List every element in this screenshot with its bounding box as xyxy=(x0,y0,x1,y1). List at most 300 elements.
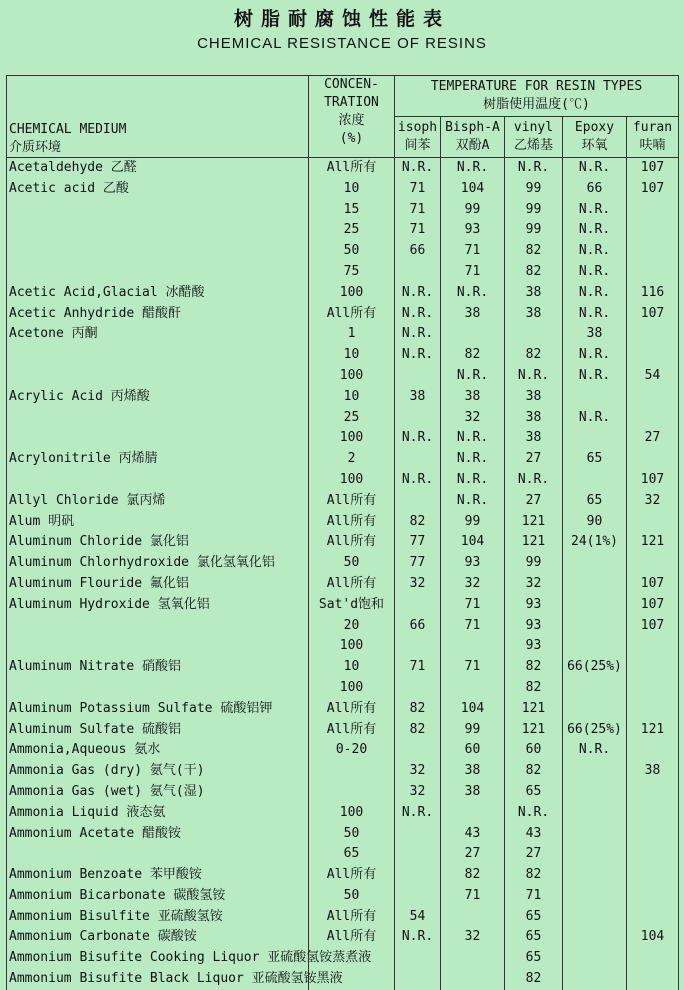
cell-epoxy xyxy=(563,907,627,928)
cell-isoph xyxy=(395,678,441,699)
cell-isoph: N.R. xyxy=(395,803,441,824)
cell-epoxy xyxy=(563,387,627,408)
cell-isoph xyxy=(395,886,441,907)
cell-bisph: 32 xyxy=(441,408,505,429)
cell-furan xyxy=(627,241,679,262)
cell-furan: 121 xyxy=(627,720,679,741)
cell-medium: Acetic Acid,Glacial 冰醋酸 xyxy=(7,283,309,304)
cell-epoxy xyxy=(563,699,627,720)
cell-epoxy xyxy=(563,969,627,990)
cell-bisph: 60 xyxy=(441,740,505,761)
cell-bisph xyxy=(441,948,505,969)
cell-bisph: 38 xyxy=(441,387,505,408)
type-cn: 乙烯基 xyxy=(513,138,553,153)
cell-vinyl: 93 xyxy=(505,616,563,637)
cell-bisph: 93 xyxy=(441,553,505,574)
cell-conc: 25 xyxy=(309,408,395,429)
cell-epoxy: 65 xyxy=(563,491,627,512)
cell-vinyl: 38 xyxy=(505,408,563,429)
header-type-vinyl xyxy=(505,117,563,158)
cell-isoph: 32 xyxy=(395,574,441,595)
cell-bisph: 27 xyxy=(441,844,505,865)
cell-isoph: 66 xyxy=(395,616,441,637)
cell-furan: 107 xyxy=(627,616,679,637)
cell-medium: Acrylic Acid 丙烯酸 xyxy=(7,387,309,408)
cell-bisph: 71 xyxy=(441,616,505,637)
cell-bisph xyxy=(441,324,505,345)
cell-conc: 1 xyxy=(309,324,395,345)
table-row xyxy=(7,636,679,657)
cell-furan: 107 xyxy=(627,574,679,595)
cell-isoph xyxy=(395,824,441,845)
cell-isoph: N.R. xyxy=(395,428,441,449)
cell-bisph: 38 xyxy=(441,761,505,782)
cell-isoph xyxy=(395,636,441,657)
cell-conc: 50 xyxy=(309,241,395,262)
table-row xyxy=(7,283,679,304)
cell-vinyl: 121 xyxy=(505,512,563,533)
cell-medium: Aluminum Potassium Sulfate 硫酸铝钾 xyxy=(7,699,309,720)
cell-bisph: N.R. xyxy=(441,470,505,491)
cell-furan xyxy=(627,262,679,283)
cell-vinyl: 27 xyxy=(505,449,563,470)
cell-bisph: 93 xyxy=(441,220,505,241)
cell-conc: 25 xyxy=(309,220,395,241)
cell-epoxy: 66(25%) xyxy=(563,657,627,678)
cell-conc: All所有 xyxy=(309,720,395,741)
table-row xyxy=(7,699,679,720)
cell-isoph: N.R. xyxy=(395,470,441,491)
cell-furan: 104 xyxy=(627,927,679,948)
table-row xyxy=(7,366,679,387)
cell-medium: Ammonia Liquid 液态氨 xyxy=(7,803,309,824)
cell-medium: Acetic Anhydride 醋酸酐 xyxy=(7,304,309,325)
cell-isoph: 82 xyxy=(395,699,441,720)
cell-isoph xyxy=(395,366,441,387)
cell-conc: All所有 xyxy=(309,491,395,512)
cell-epoxy xyxy=(563,886,627,907)
cell-medium: Aluminum Sulfate 硫酸铝 xyxy=(7,720,309,741)
table-row xyxy=(7,740,679,761)
cell-medium xyxy=(7,262,309,283)
cell-furan: 27 xyxy=(627,428,679,449)
cell-furan xyxy=(627,324,679,345)
table-row xyxy=(7,616,679,637)
cell-conc: 100 xyxy=(309,470,395,491)
cell-isoph xyxy=(395,969,441,990)
cell-vinyl: 43 xyxy=(505,824,563,845)
cell-isoph: N.R. xyxy=(395,345,441,366)
cell-isoph: 77 xyxy=(395,553,441,574)
cell-vinyl: N.R. xyxy=(505,803,563,824)
cell-vinyl: 82 xyxy=(505,657,563,678)
cell-furan xyxy=(627,824,679,845)
table-row xyxy=(7,657,679,678)
table-row xyxy=(7,304,679,325)
cell-epoxy: 66(25%) xyxy=(563,720,627,741)
cell-medium xyxy=(7,241,309,262)
cell-furan xyxy=(627,408,679,429)
cell-epoxy xyxy=(563,678,627,699)
cell-conc: All所有 xyxy=(309,574,395,595)
cell-epoxy xyxy=(563,927,627,948)
header-medium xyxy=(7,76,309,158)
cell-epoxy: 66 xyxy=(563,179,627,200)
cell-bisph: 104 xyxy=(441,179,505,200)
cell-isoph xyxy=(395,491,441,512)
type-en: vinyl xyxy=(513,120,554,135)
cell-conc: 20 xyxy=(309,616,395,637)
cell-vinyl: 65 xyxy=(505,782,563,803)
header-type-bisph xyxy=(441,117,505,158)
cell-vinyl: 65 xyxy=(505,927,563,948)
cell-vinyl: 99 xyxy=(505,179,563,200)
cell-conc: 10 xyxy=(309,345,395,366)
cell-bisph: N.R. xyxy=(441,428,505,449)
cell-epoxy xyxy=(563,470,627,491)
table-row xyxy=(7,844,679,865)
cell-furan xyxy=(627,969,679,990)
type-en: isoph xyxy=(397,120,438,135)
cell-medium: Aluminum Chlorhydroxide 氯化氢氧化铝 xyxy=(7,553,309,574)
cell-conc: 50 xyxy=(309,886,395,907)
cell-vinyl: 27 xyxy=(505,844,563,865)
cell-medium: Aluminum Nitrate 硝酸铝 xyxy=(7,657,309,678)
cell-medium: Ammonium Bisufite Cooking Liquor 亚硫酸氢铵蒸煮液 xyxy=(7,948,309,969)
cell-isoph: N.R. xyxy=(395,283,441,304)
cell-medium xyxy=(7,200,309,221)
table-row xyxy=(7,907,679,928)
cell-conc: All所有 xyxy=(309,699,395,720)
cell-medium: Ammonium Benzoate 苯甲酸铵 xyxy=(7,865,309,886)
cell-conc: 100 xyxy=(309,428,395,449)
cell-bisph: 71 xyxy=(441,241,505,262)
header-conc-line2: TRATION xyxy=(324,95,379,110)
cell-bisph: 38 xyxy=(441,782,505,803)
type-cn: 间苯 xyxy=(404,138,431,153)
cell-vinyl: 82 xyxy=(505,262,563,283)
type-en: Bisph-A xyxy=(445,120,500,135)
header-temp-cn: 树脂使用温度(℃) xyxy=(483,97,590,112)
cell-medium: Acetone 丙酮 xyxy=(7,324,309,345)
table-row xyxy=(7,865,679,886)
cell-bisph: 104 xyxy=(441,532,505,553)
cell-conc: All所有 xyxy=(309,927,395,948)
cell-medium: Ammonium Acetate 醋酸铵 xyxy=(7,824,309,845)
cell-furan xyxy=(627,636,679,657)
cell-conc xyxy=(309,761,395,782)
cell-vinyl: 38 xyxy=(505,283,563,304)
cell-furan xyxy=(627,345,679,366)
cell-isoph xyxy=(395,595,441,616)
header-medium-en: CHEMICAL MEDIUM xyxy=(9,122,127,137)
table-row xyxy=(7,782,679,803)
cell-conc: 100 xyxy=(309,803,395,824)
header-temperature xyxy=(395,76,679,117)
cell-isoph: 32 xyxy=(395,761,441,782)
header-type-furan xyxy=(627,117,679,158)
table-row xyxy=(7,428,679,449)
cell-medium: Ammonia Gas (dry) 氨气(干) xyxy=(7,761,309,782)
cell-isoph: N.R. xyxy=(395,324,441,345)
cell-conc: All所有 xyxy=(309,865,395,886)
cell-isoph: 71 xyxy=(395,220,441,241)
resistance-table xyxy=(6,75,679,990)
cell-conc: 100 xyxy=(309,366,395,387)
cell-medium xyxy=(7,678,309,699)
cell-conc: 15 xyxy=(309,200,395,221)
cell-vinyl: 82 xyxy=(505,345,563,366)
cell-epoxy: N.R. xyxy=(563,304,627,325)
cell-conc: 75 xyxy=(309,262,395,283)
cell-furan xyxy=(627,678,679,699)
cell-medium: Ammonium Carbonate 碳酸铵 xyxy=(7,927,309,948)
cell-isoph xyxy=(395,740,441,761)
cell-medium: Ammonium Bicarbonate 碳酸氢铵 xyxy=(7,886,309,907)
cell-medium xyxy=(7,844,309,865)
table-row xyxy=(7,803,679,824)
cell-vinyl: 27 xyxy=(505,491,563,512)
cell-bisph: 71 xyxy=(441,262,505,283)
cell-epoxy: N.R. xyxy=(563,345,627,366)
table-row xyxy=(7,927,679,948)
cell-bisph xyxy=(441,969,505,990)
cell-epoxy xyxy=(563,428,627,449)
cell-conc: Sat'd饱和 xyxy=(309,595,395,616)
cell-bisph: 82 xyxy=(441,865,505,886)
cell-medium: Aluminum Hydroxide 氢氧化铝 xyxy=(7,595,309,616)
cell-furan xyxy=(627,449,679,470)
cell-vinyl: 121 xyxy=(505,532,563,553)
cell-isoph: N.R. xyxy=(395,158,441,179)
table-row xyxy=(7,262,679,283)
cell-conc: 100 xyxy=(309,636,395,657)
cell-epoxy: N.R. xyxy=(563,740,627,761)
cell-vinyl: N.R. xyxy=(505,366,563,387)
cell-vinyl: 99 xyxy=(505,200,563,221)
cell-bisph: 99 xyxy=(441,720,505,741)
cell-isoph xyxy=(395,948,441,969)
page-title-en: CHEMICAL RESISTANCE OF RESINS xyxy=(197,35,487,52)
cell-furan: 107 xyxy=(627,179,679,200)
cell-epoxy: 90 xyxy=(563,512,627,533)
cell-medium: Alum 明矾 xyxy=(7,512,309,533)
cell-vinyl: 99 xyxy=(505,220,563,241)
cell-vinyl: 121 xyxy=(505,720,563,741)
table-row xyxy=(7,387,679,408)
cell-bisph: 99 xyxy=(441,512,505,533)
cell-isoph: 77 xyxy=(395,532,441,553)
cell-bisph: 82 xyxy=(441,345,505,366)
cell-vinyl: 60 xyxy=(505,740,563,761)
table-row xyxy=(7,678,679,699)
cell-epoxy: 38 xyxy=(563,324,627,345)
cell-conc: 10 xyxy=(309,387,395,408)
cell-furan xyxy=(627,948,679,969)
cell-medium xyxy=(7,408,309,429)
cell-isoph: N.R. xyxy=(395,927,441,948)
cell-furan xyxy=(627,220,679,241)
cell-conc: 65 xyxy=(309,844,395,865)
table-row xyxy=(7,491,679,512)
cell-vinyl: 82 xyxy=(505,969,563,990)
cell-epoxy xyxy=(563,844,627,865)
cell-bisph: 71 xyxy=(441,886,505,907)
table-row xyxy=(7,470,679,491)
table-row xyxy=(7,241,679,262)
cell-epoxy: N.R. xyxy=(563,241,627,262)
table-row xyxy=(7,345,679,366)
table-row xyxy=(7,324,679,345)
cell-furan: 121 xyxy=(627,532,679,553)
table-row xyxy=(7,595,679,616)
cell-isoph xyxy=(395,262,441,283)
cell-epoxy xyxy=(563,616,627,637)
cell-vinyl: 71 xyxy=(505,886,563,907)
cell-furan xyxy=(627,553,679,574)
cell-vinyl: 121 xyxy=(505,699,563,720)
cell-epoxy: N.R. xyxy=(563,408,627,429)
cell-isoph: 71 xyxy=(395,200,441,221)
cell-furan xyxy=(627,200,679,221)
cell-conc: All所有 xyxy=(309,512,395,533)
cell-furan xyxy=(627,907,679,928)
cell-medium: Acetaldehyde 乙醛 xyxy=(7,158,309,179)
cell-conc: All所有 xyxy=(309,304,395,325)
cell-bisph xyxy=(441,636,505,657)
cell-epoxy xyxy=(563,761,627,782)
cell-vinyl: N.R. xyxy=(505,158,563,179)
table-row xyxy=(7,969,679,990)
table-row xyxy=(7,512,679,533)
type-en: Epoxy xyxy=(574,120,615,135)
cell-isoph xyxy=(395,408,441,429)
cell-isoph: 71 xyxy=(395,657,441,678)
header-conc-line1: CONCEN- xyxy=(324,77,379,92)
cell-furan xyxy=(627,699,679,720)
cell-isoph: 32 xyxy=(395,782,441,803)
cell-conc: 50 xyxy=(309,824,395,845)
header-medium-cn: 介质环境 xyxy=(9,140,62,155)
cell-furan: 116 xyxy=(627,283,679,304)
cell-epoxy xyxy=(563,595,627,616)
cell-bisph: 43 xyxy=(441,824,505,845)
cell-furan xyxy=(627,387,679,408)
cell-medium xyxy=(7,428,309,449)
cell-epoxy: N.R. xyxy=(563,158,627,179)
cell-bisph: 32 xyxy=(441,574,505,595)
cell-vinyl: 93 xyxy=(505,595,563,616)
cell-furan xyxy=(627,865,679,886)
cell-bisph: N.R. xyxy=(441,366,505,387)
cell-furan xyxy=(627,740,679,761)
type-cn: 环氧 xyxy=(581,138,608,153)
cell-epoxy: 65 xyxy=(563,449,627,470)
cell-furan: 107 xyxy=(627,158,679,179)
cell-bisph xyxy=(441,803,505,824)
header-type-epoxy xyxy=(563,117,627,158)
cell-isoph: 66 xyxy=(395,241,441,262)
type-en: furan xyxy=(632,120,673,135)
cell-isoph xyxy=(395,844,441,865)
cell-bisph xyxy=(441,907,505,928)
cell-conc: All所有 xyxy=(309,907,395,928)
cell-conc: 50 xyxy=(309,553,395,574)
cell-furan xyxy=(627,512,679,533)
cell-epoxy xyxy=(563,803,627,824)
cell-medium: Acrylonitrile 丙烯腈 xyxy=(7,449,309,470)
table-row xyxy=(7,553,679,574)
cell-epoxy: N.R. xyxy=(563,220,627,241)
table-row xyxy=(7,886,679,907)
type-cn: 双酚A xyxy=(455,138,490,153)
cell-vinyl: N.R. xyxy=(505,470,563,491)
cell-bisph: 104 xyxy=(441,699,505,720)
cell-vinyl: 38 xyxy=(505,387,563,408)
cell-bisph: N.R. xyxy=(441,283,505,304)
cell-isoph: 54 xyxy=(395,907,441,928)
cell-furan: 38 xyxy=(627,761,679,782)
header-conc-cn: 浓度 xyxy=(338,113,365,128)
cell-furan xyxy=(627,886,679,907)
cell-vinyl: 38 xyxy=(505,428,563,449)
cell-isoph: 71 xyxy=(395,179,441,200)
cell-vinyl: 93 xyxy=(505,636,563,657)
cell-epoxy xyxy=(563,574,627,595)
cell-furan: 107 xyxy=(627,304,679,325)
cell-bisph: 99 xyxy=(441,200,505,221)
cell-furan xyxy=(627,844,679,865)
cell-furan xyxy=(627,803,679,824)
cell-epoxy xyxy=(563,824,627,845)
cell-medium: Ammonium Bisulfite 亚硫酸氢铵 xyxy=(7,907,309,928)
cell-furan xyxy=(627,657,679,678)
cell-bisph: 38 xyxy=(441,304,505,325)
cell-bisph xyxy=(441,678,505,699)
cell-medium: Ammonia Gas (wet) 氨气(湿) xyxy=(7,782,309,803)
cell-vinyl: 65 xyxy=(505,907,563,928)
cell-epoxy: N.R. xyxy=(563,366,627,387)
table-row xyxy=(7,720,679,741)
table-row xyxy=(7,824,679,845)
cell-epoxy xyxy=(563,636,627,657)
cell-epoxy xyxy=(563,865,627,886)
table-row xyxy=(7,158,679,179)
table-row xyxy=(7,574,679,595)
cell-conc xyxy=(309,782,395,803)
cell-furan: 54 xyxy=(627,366,679,387)
cell-epoxy: 24(1%) xyxy=(563,532,627,553)
cell-conc: All所有 xyxy=(309,532,395,553)
cell-vinyl xyxy=(505,324,563,345)
cell-vinyl: 32 xyxy=(505,574,563,595)
cell-medium xyxy=(7,616,309,637)
cell-bisph: N.R. xyxy=(441,158,505,179)
cell-isoph xyxy=(395,449,441,470)
cell-medium xyxy=(7,345,309,366)
cell-furan xyxy=(627,782,679,803)
cell-isoph: 38 xyxy=(395,387,441,408)
cell-medium: Aluminum Flouride 氟化铝 xyxy=(7,574,309,595)
cell-medium: Acetic acid 乙酸 xyxy=(7,179,309,200)
cell-bisph: 71 xyxy=(441,657,505,678)
cell-bisph: N.R. xyxy=(441,491,505,512)
type-cn: 呋喃 xyxy=(639,138,666,153)
cell-furan: 107 xyxy=(627,470,679,491)
cell-epoxy: N.R. xyxy=(563,283,627,304)
cell-furan: 32 xyxy=(627,491,679,512)
cell-epoxy xyxy=(563,782,627,803)
